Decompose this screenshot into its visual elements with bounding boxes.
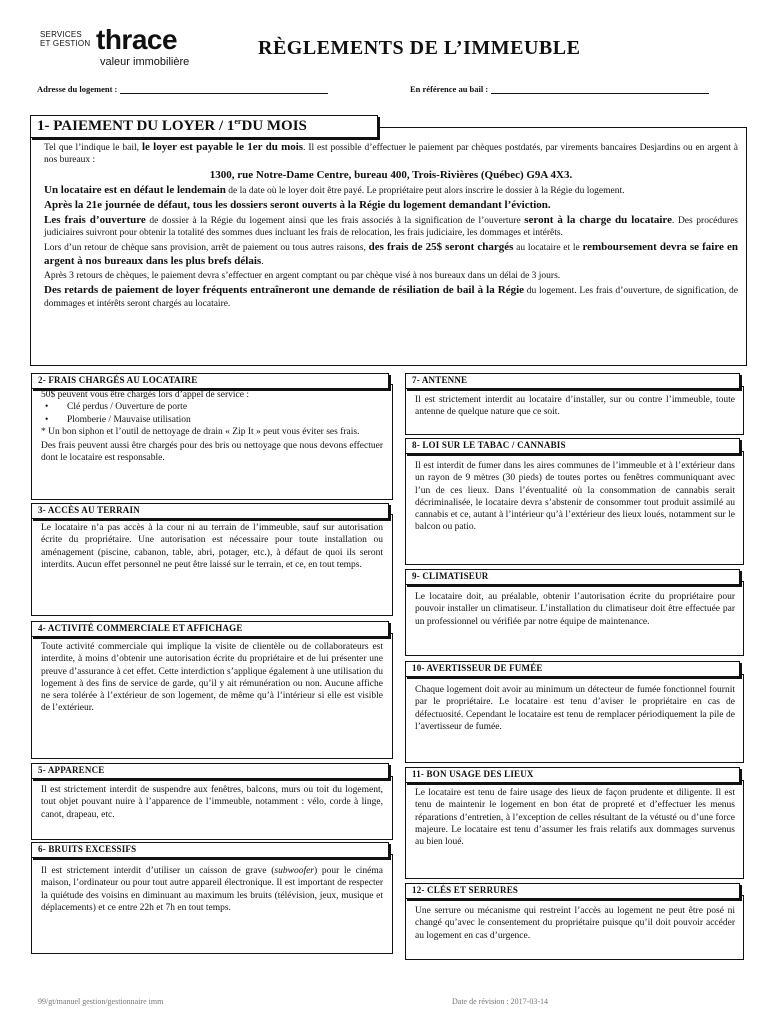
drain-note: * Un bon siphon et l’outil de nettoyage de drain « Zip It » peut vous éviter ses frais.: [41, 426, 360, 437]
section-3-title: 3- ACCÈS AU TERRAIN: [31, 503, 389, 519]
lease-reference-field: [410, 84, 709, 94]
section-12-title: 12- CLÉS ET SERRURES: [405, 883, 740, 899]
revision-date: Date de révision : 2017-03-14: [452, 997, 548, 1006]
section-7-title: 7- ANTENNE: [405, 373, 740, 389]
list-item: • Clé perdus / Ouverture de porte: [41, 401, 383, 413]
section-6-body: Il est strictement interdit d’utiliser un caisson de grave (subwoofer) pour le cinéma maison, l’ordinateur ou pour tout autre appareil électronique. Il est important de respecter la quiétude des voisins en diminuant au maximum les bruits (télévision, jeux, musique et déplacements) et ce entre 22h et 7h en tout temps.: [41, 866, 383, 913]
logo-services-text: SERVICES ET GESTION: [40, 30, 91, 48]
section-2-paragraph: Des frais peuvent aussi être chargés pour des bris ou nettoyage que nous devons effectuer dont le locataire est responsable.: [41, 441, 383, 464]
section-4-title: 4- ACTIVITÉ COMMERCIALE ET AFFICHAGE: [31, 621, 389, 637]
fees-paragraph: Les frais d’ouverture de dossier à la Régie du logement ainsi que les frais associés à la signification de l’ouverture seront à la charge du locataire. Des procédures judiciaires suivront pour obtenir la totalité des sommes dues incluant les frais de relocation, les frais judiciaire, les dommages et intérêts.: [44, 213, 738, 239]
section-4-body: Toute activité commerciale qui implique la visite de clientèle ou de collaborateurs est interdite, à moins d’obtenir une autorisation écrite du propriétaire et de lui présenter une preuve d’assurance à cet effet. Cette interdiction s’applique également à une utilisation du logement à des fins de service de garde, qu’il y ait rémunération ou non. Aucune affiche ne sera tolérée à l’extérieur de son logement, de même qu’à l’intérieur si elle est visible de l’extérieur.: [41, 642, 383, 714]
section-12-body: Une serrure ou mécanisme qui restreint l’accès au logement ne peut être posé ni changé qu’avec le consentement du propriétaire puisque qu’il doit pouvoir accéder au logement en cas d’urgence.: [415, 906, 735, 941]
section-8-body: Il est interdit de fumer dans les aires communes de l’immeuble et à l’extérieur dans un rayon de 9 mètres (30 pieds) de toutes portes ou fenêtres communiquant avec l’un de ces lieux. Dans l’éventualité où la consommation de cannabis serait décriminalisée, le locataire devra s’abstenir de consommer tout produit assimilé au cannabis et ce, autant à l’intérieur qu’à l’extérieur des lieux loués, notamment sur le balcon ou patio.: [415, 461, 735, 533]
section-5-title: 5- APPARENCE: [31, 763, 389, 779]
section-1-title: 1- PAIEMENT DU LOYER / 1erDU MOIS: [30, 115, 378, 138]
section-11-body: Le locataire est tenu de faire usage des lieux de façon prudente et diligente. Il est tenu de maintenir le logement en bon état de propreté et d’effectuer les menus réparations d’entretien, à l’exception de celles résultant de la vétusté ou d’une force majeure. Le locataire est tenu d’assumer les frais relatifs aux dommages survenus au bien loué.: [415, 788, 735, 848]
list-item: • Plomberie / Mauvaise utilisation: [41, 414, 383, 426]
late-payments-paragraph: Des retards de paiement de loyer fréquents entraîneront une demande de résiliation de bail à la Régie du logement. Les frais d’ouverture, de signification, de dommages et intérêts seront chargés au locataire.: [44, 284, 739, 309]
section-3-body: Le locataire n’a pas accès à la cour ni au terrain de l’immeuble, sauf sur autorisation écrite du propriétaire. Une autorisation est nécessaire pour toute installation ou aménagement (piscine, cabanon, table, abri, potager, etc.), à défaut de quoi ils seront interdits. Aucun effet personnel ne peut être laissé sur le terrain, et ce, en tout temps.: [41, 523, 383, 570]
section-11-title: 11- BON USAGE DES LIEUX: [405, 767, 740, 783]
default-paragraph: Un locataire est en défaut le lendemain de la date où le loyer doit être payé. Le propriétaire peut alors inscrire le dossier à la Régie du logement.: [44, 183, 625, 196]
section-9-body: Le locataire doit, au préalable, obtenir l’autorisation écrite du propriétaire pour pouvoir installer un climatiseur. L’installation du climatiseur doit être effectuée par un professionnel ou vérifiée par notre équipe de maintenance.: [415, 592, 735, 627]
service-call-intro: 50$ peuvent vous être chargés lors d’appel de service :: [41, 390, 249, 400]
eviction-paragraph: Après la 21e journée de défaut, tous les dossiers seront ouverts à la Régie du logement demandant l’éviction.: [44, 198, 551, 211]
section-7-body: Il est strictement interdit au locataire d’installer, sur ou contre l’immeuble, toute antenne de quelque nature que ce soit.: [415, 395, 735, 418]
cheque-returns-paragraph: Après 3 retours de chèques, le paiement devra s’effectuer en argent comptant ou par chèque visé à nos bureaux dans un délai de 3 jours.: [44, 271, 561, 282]
office-address: 1300, rue Notre-Dame Centre, bureau 400, Trois-Rivières (Québec) G9A 4X3.: [209, 168, 573, 181]
section-2-body: [41, 389, 383, 465]
lease-label: En référence au bail :: [410, 84, 489, 94]
section-10-body: Chaque logement doit avoir au minimum un détecteur de fumée fonctionnel fournit par le propriétaire. Le locataire est tenu d’aviser le propriétaire en cas de défectuosité. Cependant le locataire est tenu de remplacer périodiquement la pile de l’avertisseur de fumée.: [415, 685, 735, 732]
address-field: [37, 84, 328, 94]
nsf-paragraph: Lors d’un retour de chèque sans provision, arrêt de paiement ou tous autres raisons, des frais de 25$ seront chargés au locataire et le remboursement devra se faire en argent à nos bureaux dans les plus brefs délais.: [44, 241, 738, 267]
address-label: Adresse du logement :: [37, 84, 118, 94]
page-title: RÈGLEMENTS DE L’IMMEUBLE: [258, 37, 581, 59]
section-9-title: 9- CLIMATISEUR: [405, 569, 740, 585]
section-10-title: 10- AVERTISSEUR DE FUMÉE: [405, 661, 740, 677]
payment-paragraph: Tel que l’indique le bail, le loyer est payable le 1er du mois. Il est possible d’effectuer le paiement par chèques postdatés, par virements bancaires Desjardins ou en argent à nos bureaux :: [44, 141, 738, 166]
logo-subtitle: valeur immobilière: [100, 56, 190, 68]
section-2-title: 2- FRAIS CHARGÉS AU LOCATAIRE: [31, 373, 389, 389]
section-5-body: Il est strictement interdit de suspendre aux fenêtres, balcons, murs ou toit du logement, tout objet pouvant nuire à l’apparence de l’immeuble, notamment : vélo, corde à linge, canot, drapeau, etc.: [41, 785, 383, 820]
logo-brand: thrace: [96, 24, 178, 55]
section-6-title: 6- BRUITS EXCESSIFS: [31, 842, 389, 858]
footer-path: 99/gt/manuel gestion/gestionnaire imm: [38, 997, 164, 1006]
section-1-body: [44, 141, 738, 312]
section-8-title: 8- LOI SUR LE TABAC / CANNABIS: [405, 438, 740, 454]
